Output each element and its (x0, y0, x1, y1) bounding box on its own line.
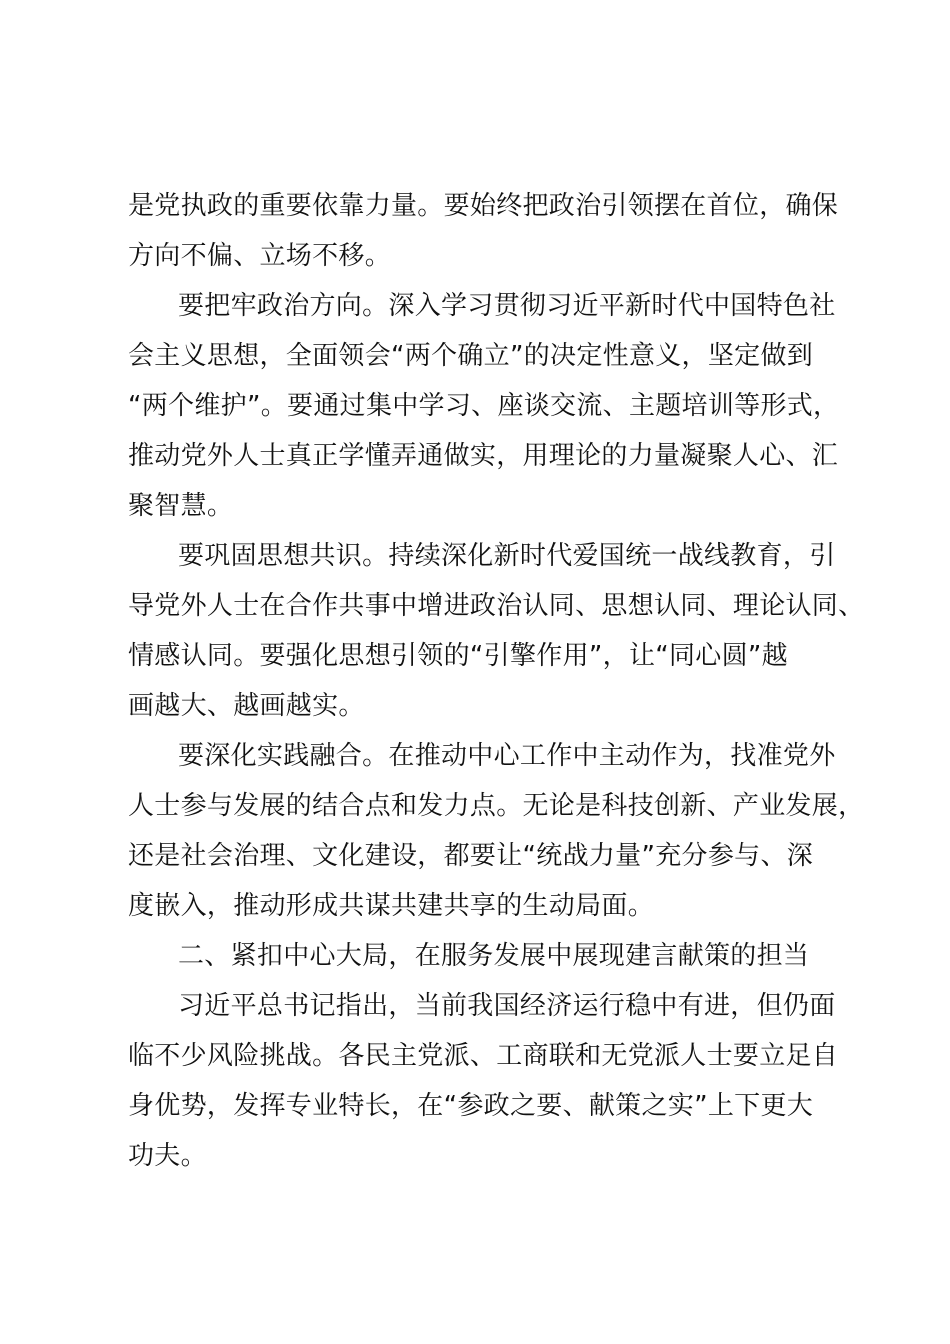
text-line: 聚智慧。 (128, 491, 234, 521)
paragraph-first-line: 要巩固思想共识。持续深化新时代爱国统一战线教育，引 (178, 541, 836, 571)
text-line: “两个维护”。要通过集中学习、座谈交流、主题培训等形式， (128, 391, 840, 421)
text-line: 情感认同。要强化思想引领的“引擎作用”，让“同心圆”越 (128, 641, 788, 671)
text-line: 会主义思想，全面领会“两个确立”的决定性意义，坚定做到 (128, 341, 814, 371)
text-line: 导党外人士在合作共事中增进政治认同、思想认同、理论认同、 (128, 591, 865, 621)
text-line: 人士参与发展的结合点和发力点。无论是科技创新、产业发展， (128, 791, 865, 821)
paragraph-first-line: 习近平总书记指出，当前我国经济运行稳中有进，但仍面 (178, 991, 836, 1021)
text-line: 还是社会治理、文化建设，都要让“统战力量”充分参与、深 (128, 841, 814, 871)
paragraph-first-line: 要把牢政治方向。深入学习贯彻习近平新时代中国特色社 (178, 291, 836, 321)
text-line: 是党执政的重要依靠力量。要始终把政治引领摆在首位，确保 (128, 191, 839, 221)
text-line: 身优势，发挥专业特长，在“参政之要、献策之实”上下更大 (128, 1091, 814, 1121)
section-heading: 二、紧扣中心大局，在服务发展中展现建言献策的担当 (178, 941, 810, 971)
paragraph-first-line: 要深化实践融合。在推动中心工作中主动作为，找准党外 (178, 741, 836, 771)
text-line: 画越大、越画越实。 (128, 691, 365, 721)
text-line: 临不少风险挑战。各民主党派、工商联和无党派人士要立足自 (128, 1041, 839, 1071)
text-line: 功夫。 (128, 1141, 207, 1171)
text-line: 度嵌入，推动形成共谋共建共享的生动局面。 (128, 891, 655, 921)
text-line: 推动党外人士真正学懂弄通做实，用理论的力量凝聚人心、汇 (128, 441, 839, 471)
text-line: 方向不偏、立场不移。 (128, 241, 392, 271)
